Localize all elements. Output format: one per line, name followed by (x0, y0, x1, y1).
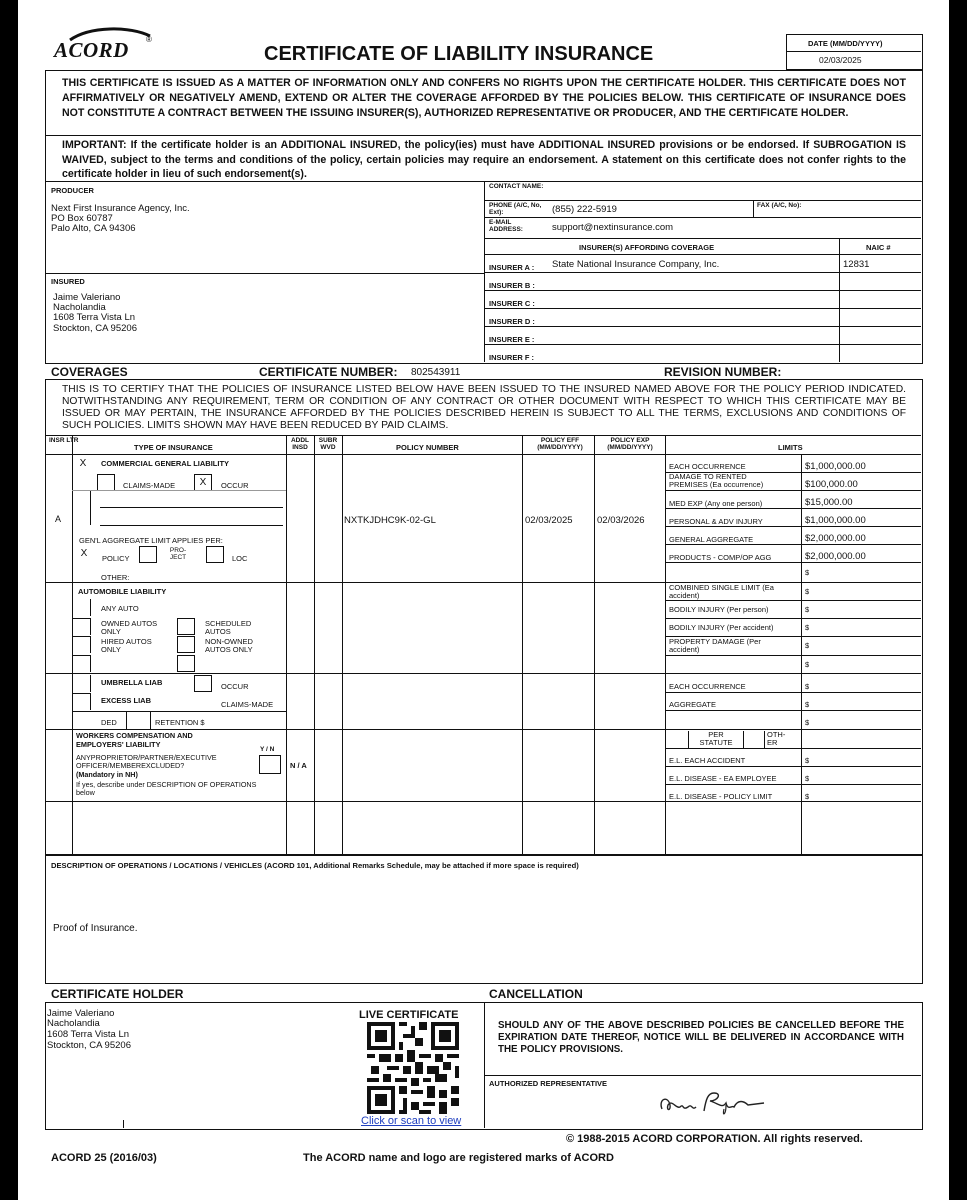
page-title: CERTIFICATE OF LIABILITY INSURANCE (264, 43, 654, 65)
registered-mark-icon: ® (146, 35, 152, 44)
cgl-title: COMMERCIAL GENERAL LIABILITY (101, 459, 230, 468)
insurer-a-naic: 12831 (843, 259, 870, 270)
excess-checkbox[interactable] (73, 693, 91, 710)
cgl-limit-label-2: DAMAGE TO RENTED PREMISES (Ea occurrence) (669, 472, 764, 489)
scheduled-checkbox[interactable] (177, 618, 195, 635)
insr-ltr-a: A (55, 514, 62, 524)
date-value: 02/03/2025 (819, 55, 862, 65)
acord-logo (50, 26, 160, 66)
project-checkbox[interactable] (139, 546, 157, 563)
excess-label: EXCESS LIAB (101, 696, 152, 705)
coverages-box (45, 379, 923, 856)
cgl-limit-value-4: $1,000,000.00 (805, 515, 866, 526)
insured-line-3: 1608 Terra Vista Ln (53, 312, 136, 323)
insurer-c-label: INSURER C : (489, 299, 535, 308)
auto-limit-label-4: PROPERTY DAMAGE (Per accident) (669, 637, 761, 654)
auto-limit-value-3: $ (805, 623, 810, 632)
cgl-limit-value-5: $2,000,000.00 (805, 533, 866, 544)
registered-marks-text: The ACORD name and logo are registered marks of ACORD (303, 1152, 614, 1164)
insurer-a-label: INSURER A : (489, 263, 535, 272)
notice-text: THIS CERTIFICATE IS ISSUED AS A MATTER OF INFORMATION ONLY AND CONFERS NO RIGHTS UPON THE CERTIFICATE HOLDER. THIS CERTIFICATE DOES NOT AFFIRMATIVELY OR NEGATIVELY AMEND, EXTEND OR ALTER THE COVERAGE AFFORDED BY THE POLICIES BELOW. THIS CERTIFICATE OF INSURANCE DOES NOT CONSTITUTE A CONTRACT BETWEEN THE ISSUING INSURER(S), AUTHORIZED REPRESENTATIVE OR PRODUCER, AND THE CERTIFICATE HOLDER. (62, 77, 906, 119)
revision-number-label: REVISION NUMBER: (664, 365, 782, 379)
non-owned-checkbox[interactable] (177, 636, 195, 653)
cgl-limit-label-6: PRODUCTS - COMP/OP AGG (669, 553, 772, 562)
insurer-f-label: INSURER F : (489, 353, 534, 362)
umbrella-claims-made-label: CLAIMS-MADE (221, 700, 274, 709)
phone-value: (855) 222-5919 (552, 204, 617, 215)
workers-limit-label-2: E.L. DISEASE - EA EMPLOYEE (669, 774, 777, 783)
certificate-sheet (18, 0, 949, 1200)
gen-agg-label: GEN'L AGGREGATE LIMIT APPLIES PER: (79, 536, 223, 545)
description-label: DESCRIPTION OF OPERATIONS / LOCATIONS / VEHICLES (ACORD 101, Additional Remarks Schedule, may be attached if more space is required) (51, 861, 579, 870)
cgl-limit-value-3: $15,000.00 (805, 497, 853, 508)
if-yes-label: If yes, describe under DESCRIPTION OF OPERATIONS below (76, 780, 257, 797)
umbrella-label: UMBRELLA LIAB (101, 678, 163, 687)
owned-checkbox[interactable] (73, 618, 91, 635)
umbrella-limit-label-2: AGGREGATE (669, 700, 716, 709)
umbrella-limit-value-3: $ (805, 718, 810, 727)
insured-line-4: Stockton, CA 95206 (53, 323, 137, 334)
certify-text: THIS IS TO CERTIFY THAT THE POLICIES OF INSURANCE LISTED BELOW HAVE BEEN ISSUED TO THE INSURED NAMED ABOVE FOR THE POLICY PERIOD INDICATED. NOTWITHSTANDING ANY REQUIREMENT, TERM OR CONDITION OF ANY CONTRACT OR OTHER DOCUMENT WITH RESPECT TO WHICH THIS CERTIFICATE MAY BE ISSUED OR MAY PERTAIN, THE INSURANCE AFFORDED BY THE POLICIES DESCRIBED HEREIN IS SUBJECT TO ALL THE TERMS, EXCLUSIONS AND CONDITIONS OF SUCH POLICIES. LIMITS SHOWN MAY HAVE BEEN REDUCED BY PAID CLAIMS. (62, 384, 906, 431)
policy-label: POLICY (102, 554, 130, 563)
producer-line-2: PO Box 60787 (51, 213, 113, 224)
scan-to-view-link[interactable]: Click or scan to view (361, 1115, 462, 1127)
any-auto-label: ANY AUTO (101, 604, 139, 613)
parties-box (45, 181, 923, 364)
contact-name-label: CONTACT NAME: (489, 183, 544, 190)
other-label: OTHER: (101, 573, 130, 582)
occur-label: OCCUR (221, 481, 249, 490)
holder-cancel-box (45, 1002, 923, 1130)
auto-title: AUTOMOBILE LIABILITY (78, 587, 167, 596)
description-box (45, 854, 923, 984)
occur-checkbox[interactable]: X (194, 474, 212, 491)
signature-image (652, 1085, 772, 1119)
workers-limit-value-1: $ (805, 756, 810, 765)
auto-limit-value-4: $ (805, 641, 810, 650)
qr-code-graphic (367, 1022, 459, 1114)
date-box (786, 34, 923, 70)
other-statute-label: OTH- ER (767, 730, 786, 747)
cgl-limit-value-7: $ (805, 568, 810, 577)
auto-blank-checkbox-1[interactable] (73, 655, 91, 672)
auto-blank-checkbox-2[interactable] (177, 655, 195, 672)
cgl-blank-checkbox-2[interactable] (73, 508, 91, 525)
auto-limit-label-1: COMBINED SINGLE LIMIT (Ea accident) (669, 583, 774, 600)
insured-line-1: Jaime Valeriano (53, 292, 121, 303)
type-header: TYPE OF INSURANCE (134, 443, 213, 452)
any-proprietor-label: ANYPROPRIETOR/PARTNER/EXECUTIVE OFFICER/MEMBEREXCLUDED? (76, 753, 217, 770)
retention-label: RETENTION $ (155, 718, 205, 727)
loc-checkbox[interactable] (206, 546, 224, 563)
cgl-limit-value-6: $2,000,000.00 (805, 551, 866, 562)
auto-limit-value-2: $ (805, 605, 810, 614)
producer-label: PRODUCER (51, 186, 94, 195)
loc-label: LOC (232, 554, 248, 563)
producer-line-3: Palo Alto, CA 94306 (51, 223, 136, 234)
insurer-e-label: INSURER E : (489, 335, 535, 344)
umbrella-occur-checkbox[interactable] (194, 675, 212, 692)
cgl-limit-label-4: PERSONAL & ADV INJURY (669, 517, 763, 526)
signature-scribble-icon (652, 1085, 772, 1119)
workers-limit-label-1: E.L. EACH ACCIDENT (669, 756, 746, 765)
cancellation-text: SHOULD ANY OF THE ABOVE DESCRIBED POLICIES BE CANCELLED BEFORE THE EXPIRATION DATE THEREOF, NOTICE WILL BE DELIVERED IN ACCORDANCE WITH THE POLICY PROVISIONS. (498, 1020, 904, 1055)
non-owned-label: NON-OWNED AUTOS ONLY (205, 637, 253, 654)
insured-label: INSURED (51, 277, 85, 286)
authorized-rep-label: AUTHORIZED REPRESENTATIVE (489, 1079, 608, 1088)
any-auto-checkbox[interactable] (73, 599, 91, 616)
insurer-d-label: INSURER D : (489, 317, 535, 326)
cancellation-label: CANCELLATION (489, 987, 583, 1001)
email-label: E-MAIL ADDRESS: (489, 219, 523, 233)
live-certificate-label: LIVE CERTIFICATE (359, 1009, 459, 1021)
form-number: ACORD 25 (2016/03) (51, 1152, 157, 1164)
policy-eff-header: POLICY EFF (MM/DD/YYYY) (537, 437, 583, 451)
important-text: IMPORTANT: If the certificate holder is an ADDITIONAL INSURED, the policy(ies) must have ADDITIONAL INSURED provisions or be endorsed. If SUBROGATION IS WAIVED, subject to the terms and conditions of the policy, certain policies may require an endorsement. A statement on this certificate does not confer rights to the certificate holder in lieu of such endorsement(s). (62, 139, 906, 180)
certificate-number-value: 802543911 (411, 367, 461, 378)
naic-header: NAIC # (866, 243, 891, 252)
auto-limit-label-3: BODILY INJURY (Per accident) (669, 623, 774, 632)
holder-line-1: Jaime Valeriano (47, 1008, 115, 1019)
holder-line-3: 1608 Terra Vista Ln (47, 1029, 130, 1040)
notice-box (45, 70, 923, 182)
certificate-number-label: CERTIFICATE NUMBER: (259, 365, 398, 379)
cgl-limit-label-1: EACH OCCURRENCE (669, 462, 746, 471)
logo-text: ACORD (54, 38, 129, 62)
workers-title: WORKERS COMPENSATION AND EMPLOYERS' LIABILITY (76, 731, 193, 749)
umbrella-limit-value-1: $ (805, 682, 810, 691)
scheduled-label: SCHEDULED AUTOS (205, 619, 252, 636)
excluded-checkbox[interactable] (259, 755, 281, 774)
addl-header: ADDL INSD (290, 437, 310, 451)
email-value: support@nextinsurance.com (552, 222, 674, 233)
na-label: N / A (290, 761, 307, 770)
owned-label: OWNED AUTOS ONLY (101, 619, 158, 636)
cgl-blank-checkbox-1[interactable] (73, 491, 91, 508)
cgl-policy-eff: 02/03/2025 (525, 515, 573, 526)
umbrella-checkbox[interactable] (73, 675, 91, 692)
cgl-limit-label-3: MED EXP (Any one person) (669, 499, 763, 508)
subr-header: SUBR WVD (318, 437, 338, 451)
ded-label: DED (101, 718, 117, 727)
auto-limit-value-1: $ (805, 587, 810, 596)
yn-label: Y / N (260, 746, 275, 753)
hired-checkbox[interactable] (73, 636, 91, 653)
insurer-a-name: State National Insurance Company, Inc. (552, 259, 720, 270)
mandatory-label: (Mandatory in NH) (76, 770, 138, 779)
cgl-limit-label-5: GENERAL AGGREGATE (669, 535, 754, 544)
insurers-header: INSURER(S) AFFORDING COVERAGE (579, 243, 715, 252)
workers-limit-value-2: $ (805, 774, 810, 783)
insurer-b-label: INSURER B : (489, 281, 535, 290)
description-text: Proof of Insurance. (53, 923, 138, 934)
insr-ltr-header: INSR LTR (49, 437, 79, 444)
cgl-policy-exp: 02/03/2026 (597, 515, 645, 526)
workers-limit-value-3: $ (805, 792, 810, 801)
holder-line-2: Nacholandia (47, 1018, 100, 1029)
project-label: PRO- JECT (169, 547, 187, 561)
umbrella-occur-label: OCCUR (221, 682, 249, 691)
hired-label: HIRED AUTOS ONLY (101, 637, 152, 654)
auto-limit-value-5: $ (805, 660, 810, 669)
cgl-limit-value-1: $1,000,000.00 (805, 461, 866, 472)
qr-code-icon[interactable] (367, 1022, 459, 1114)
fax-label: FAX (A/C, No): (757, 202, 802, 209)
phone-label: PHONE (A/C, No, Ext): (489, 202, 542, 216)
producer-line-1: Next First Insurance Agency, Inc. (51, 203, 190, 214)
cgl-checkbox[interactable]: X (79, 458, 87, 469)
auto-limit-label-2: BODILY INJURY (Per person) (669, 605, 769, 614)
date-label: DATE (MM/DD/YYYY) (808, 39, 883, 48)
claims-made-checkbox[interactable] (97, 474, 115, 491)
limits-header: LIMITS (778, 443, 803, 452)
copyright-text: © 1988-2015 ACORD CORPORATION. All rights reserved. (566, 1133, 863, 1145)
cgl-policy-number: NXTKJDHC9K-02-GL (344, 515, 436, 526)
coverages-label: COVERAGES (51, 365, 128, 379)
insured-line-2: Nacholandia (53, 302, 106, 313)
claims-made-label: CLAIMS-MADE (123, 481, 176, 490)
policy-exp-header: POLICY EXP (MM/DD/YYYY) (607, 437, 653, 451)
policy-number-header: POLICY NUMBER (396, 443, 459, 452)
umbrella-limit-label-1: EACH OCCURRENCE (669, 682, 746, 691)
certificate-holder-label: CERTIFICATE HOLDER (51, 987, 184, 1001)
cgl-limit-value-2: $100,000.00 (805, 479, 858, 490)
per-statute-label: PER STATUTE (699, 730, 733, 747)
workers-limit-label-3: E.L. DISEASE - POLICY LIMIT (669, 792, 773, 801)
policy-checkbox[interactable]: X (80, 548, 88, 559)
holder-line-4: Stockton, CA 95206 (47, 1040, 131, 1051)
umbrella-limit-value-2: $ (805, 700, 810, 709)
